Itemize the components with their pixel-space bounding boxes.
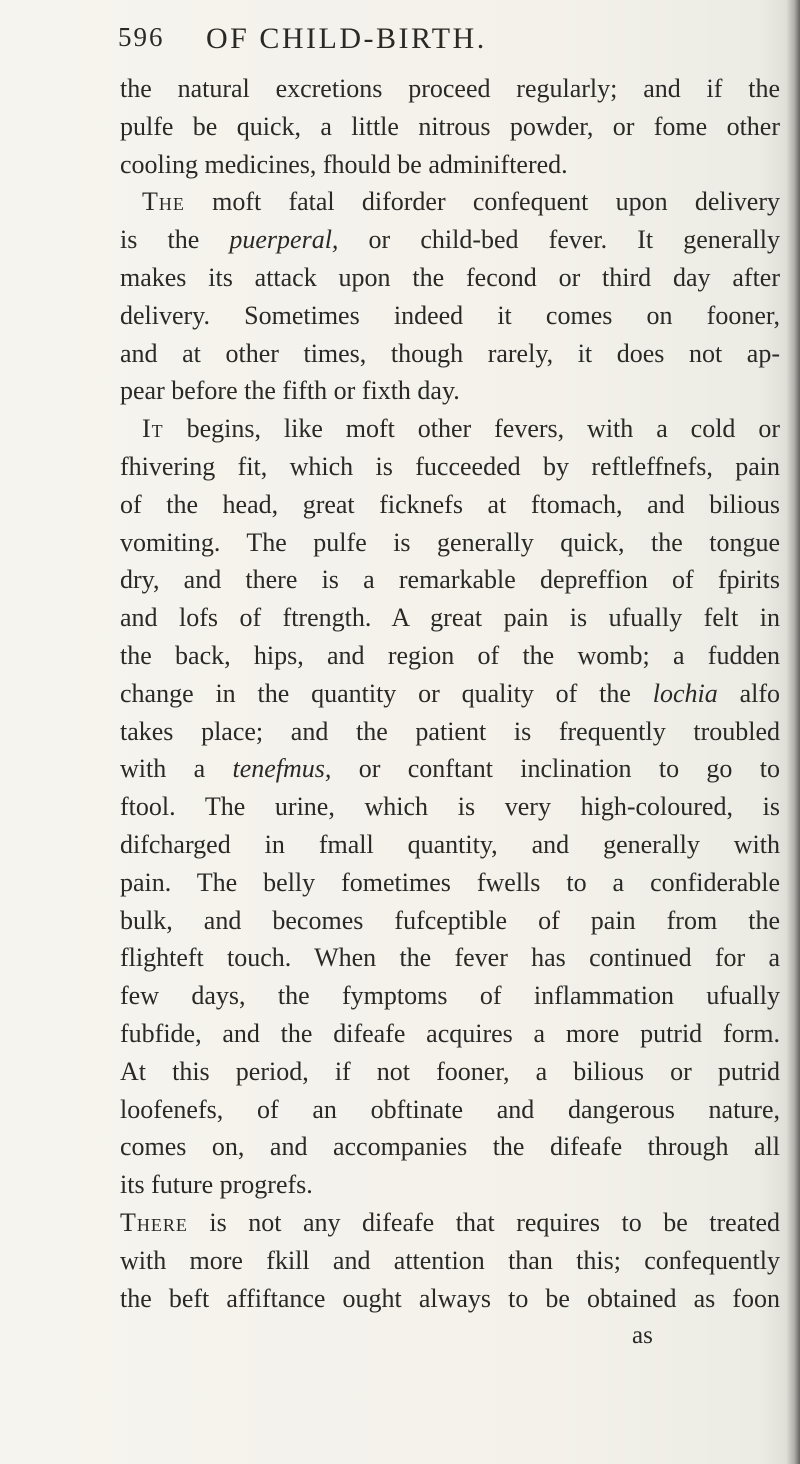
text-line: pain. The belly fometimes fwells to a confiderable	[120, 867, 780, 897]
text-line: of the head, great ficknefs at ftomach, and bilious	[120, 489, 780, 519]
text-line: At this period, if not fooner, a bilious or putrid	[120, 1056, 780, 1086]
text-line	[120, 410, 780, 448]
text-line: its future progrefs.	[120, 1170, 313, 1200]
text-run: change in the quantity or quality of the	[120, 678, 653, 708]
text-line: cooling medicines, fhould be adminiftered.	[120, 149, 568, 179]
text-line: with more fkill and attention than this; confequently	[120, 1245, 780, 1275]
text-run: alfo	[717, 678, 781, 708]
small-caps-lead: The	[142, 187, 185, 217]
small-caps-lead: There	[120, 1207, 188, 1237]
text-line: pear before the fifth or fixth day.	[120, 376, 460, 406]
running-head: OF CHILD-BIRTH.	[206, 22, 487, 55]
text-line: the natural excretions proceed regularly; and if the	[120, 74, 780, 103]
text-line	[120, 1204, 780, 1242]
page-edge-shadow	[786, 0, 800, 1464]
italic-term: lochia	[652, 678, 718, 708]
text-line: flighteft touch. When the fever has continued for a	[120, 943, 780, 973]
text-line: few days, the fymptoms of inflammation ufually	[120, 981, 780, 1011]
text-line: vomiting. The pulfe is generally quick, the tongue	[120, 527, 780, 557]
text-line: comes on, and accompanies the difeafe through all	[120, 1132, 780, 1162]
text-run: moft fatal diforder confequent upon delivery	[184, 187, 780, 217]
text-line: and at other times, though rarely, it does not ap-	[120, 338, 780, 368]
text-line	[120, 675, 780, 713]
page-number: 596	[118, 22, 165, 52]
text-line: fubfide, and the difeafe acquires a more putrid form.	[120, 1018, 780, 1048]
text-line: bulk, and becomes fufceptible of pain from the	[120, 905, 780, 935]
italic-term: puerperal,	[229, 225, 339, 255]
text-line	[120, 221, 780, 259]
catchword: as	[632, 1322, 653, 1350]
text-run: with a	[120, 754, 233, 784]
page-header	[118, 22, 738, 72]
text-line: takes place; and the patient is frequently troubled	[120, 716, 780, 746]
text-line: makes its attack upon the fecond or third day after	[120, 262, 780, 292]
text-line: ftool. The urine, which is very high-coloured, is	[120, 792, 780, 822]
italic-term: tenefmus,	[232, 754, 332, 784]
text-run: is not any difeafe that requires to be treated	[187, 1207, 780, 1237]
text-run: begins, like moft other fevers, with a cold or	[163, 414, 780, 444]
text-line: dry, and there is a remarkable depreffion of fpirits	[120, 565, 780, 595]
text-line: pulfe be quick, a little nitrous powder, or fome other	[120, 111, 780, 141]
text-line: the back, hips, and region of the womb; a fudden	[120, 640, 780, 670]
text-line: difcharged in fmall quantity, and generally with	[120, 829, 780, 859]
text-line: fhivering fit, which is fucceeded by reftleffnefs, pain	[120, 451, 780, 481]
text-run: is the	[120, 225, 230, 255]
body-text	[120, 70, 780, 1355]
small-caps-lead: It	[142, 414, 164, 444]
text-line: and lofs of ftrength. A great pain is ufually felt in	[120, 603, 780, 633]
text-line: delivery. Sometimes indeed it comes on fooner,	[120, 300, 780, 330]
text-line	[120, 183, 780, 221]
text-line	[120, 750, 780, 788]
text-line: the beft affiftance ought always to be obtained as foon	[120, 1283, 780, 1313]
text-line: loofenefs, of an obftinate and dangerous nature,	[120, 1094, 780, 1124]
text-run: or conftant inclination to go to	[331, 754, 780, 784]
text-run: or child-bed fever. It generally	[338, 225, 780, 255]
